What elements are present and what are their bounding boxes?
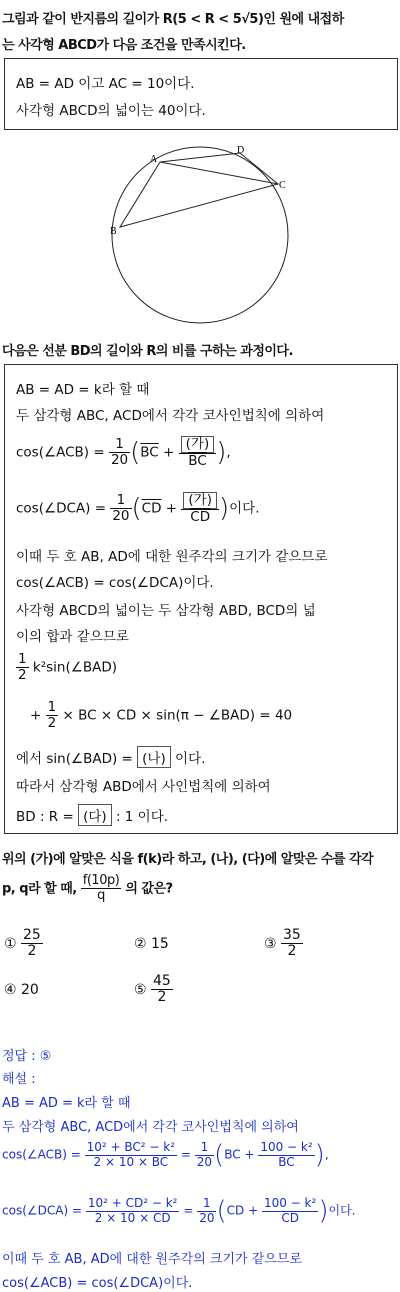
blank-da: (다) [78, 804, 112, 826]
cos-dca-label: cos(∠DCA) = [16, 500, 107, 517]
solution-line-3: cos(∠ACB) = $\frac{\text{10² + BC² − k²}}{2 \times 10 \times BC}$ = $\frac{1}{20}$ (BC + $\frac{\text{100 − k²}}{BC}$ ), [2, 1140, 329, 1170]
solution-line-4: cos(∠DCA) = $\frac{\text{10² + CD² − k²}}{2 \times 10 \times CD}$ = $\frac{1}{20}$ (CD + $\frac{\text{100 − k²}}{CD}$ )이다. [2, 1196, 356, 1226]
condition-1: AB = AD 이고 AC = 10이다. [16, 76, 195, 92]
diagonal-ac [160, 162, 278, 184]
process-line-1: AB = AD = k라 할 때 [16, 382, 150, 398]
process-line-8: 이의 합과 같으므로 [16, 629, 129, 645]
quadrilateral [120, 153, 278, 227]
conditions-box [4, 58, 398, 130]
ask-line-1: 위의 (가)에 알맞은 식을 f(k)라 하고, (나), (다)에 알맞은 수를 각각 [2, 852, 374, 867]
option-1[interactable]: ① $\frac{25}{2}$ [4, 927, 41, 960]
frac-1-20-b: $\frac{1}{20}$ [112, 492, 130, 524]
process-line-9: $\frac{1}{2}$ k²sin(∠BAD) [18, 651, 117, 683]
option-5[interactable]: ⑤ $\frac{45}{2}$ [134, 973, 171, 1006]
condition-2: 사각형 ABCD의 넓이는 40이다. [16, 103, 206, 119]
solution-line-5: 이때 두 호 AB, AD에 대한 원주각의 크기가 같으므로 [2, 1252, 302, 1267]
ask-fraction: $\frac{f(10p)}{q}$ [82, 873, 120, 904]
solution-line-1: AB = AD = k라 할 때 [2, 1096, 131, 1111]
process-line-13: BD : R = (다) : 1 이다. [16, 804, 168, 826]
label-c: C [279, 180, 286, 191]
solution-line-6: cos(∠ACB) = cos(∠DCA)이다. [2, 1276, 193, 1291]
label-a: A [150, 154, 158, 165]
solution-label: 해설 : [2, 1072, 36, 1087]
frac-1-20: $\frac{1}{20}$ [110, 436, 129, 468]
cos-acb-label: cos(∠ACB) = [16, 444, 105, 461]
label-d: D [237, 145, 245, 156]
process-line-4: cos(∠DCA) = $\frac{1}{20}$ ($\overline{CD}$ + $\frac{\text{(가)}}{CD}$ )이다. [16, 492, 260, 525]
process-line-3: cos(∠ACB) = $\frac{1}{20}$ ($\overline{BC}$ + $\frac{\text{(가)}}{BC}$ ), [16, 436, 231, 469]
frac-ga-bc: $\frac{\text{(가)}}{BC}$ [179, 436, 217, 469]
question-line-2: 는 사각형 ABCD가 다음 조건을 만족시킨다. [2, 38, 246, 53]
process-line-2: 두 삼각형 ABC, ACD에서 각각 코사인법칙에 의하여 [16, 408, 325, 424]
ask-line-2: p, q라 할 때, $\frac{f(10p)}{q}$ 의 값은? [2, 873, 173, 904]
process-line-11: 에서 sin(∠BAD) = (나) 이다. [16, 746, 205, 768]
circle [112, 147, 288, 323]
process-line-6: cos(∠ACB) = cos(∠DCA)이다. [16, 575, 214, 591]
option-2[interactable]: ② 15 [134, 936, 169, 952]
blank-ga: (가) [181, 436, 215, 453]
frac-ga-cd: $\frac{\text{(가)}}{CD}$ [181, 492, 219, 525]
process-line-5: 이때 두 호 AB, AD에 대한 원주각의 크기가 같으므로 [16, 549, 328, 565]
inscribed-quadrilateral-figure [100, 140, 300, 330]
solution-line-2: 두 삼각형 ABC, ACD에서 각각 코사인법칙에 의하여 [2, 1120, 299, 1135]
option-3[interactable]: ③ $\frac{35}{2}$ [264, 927, 301, 960]
process-line-12: 따라서 삼각형 ABD에서 사인법칙에 의하여 [16, 779, 271, 795]
process-intro: 다음은 선분 BD의 길이와 R의 비를 구하는 과정이다. [2, 344, 293, 359]
process-line-10: + $\frac{1}{2}$ × BC × CD × sin(π − ∠BAD) = 40 [30, 699, 293, 731]
process-line-7: 사각형 ABCD의 넓이는 두 삼각형 ABD, BCD의 넓 [16, 603, 316, 619]
blank-ga-2: (가) [183, 492, 217, 509]
blank-na: (나) [137, 746, 171, 768]
answer-label: 정답 : ⑤ [2, 1049, 52, 1064]
option-4[interactable]: ④ 20 [4, 982, 39, 998]
label-b: B [110, 226, 117, 237]
question-line-1: 그림과 같이 반지름의 길이가 R(5 < R < 5√5)인 원에 내접하 [2, 12, 344, 27]
